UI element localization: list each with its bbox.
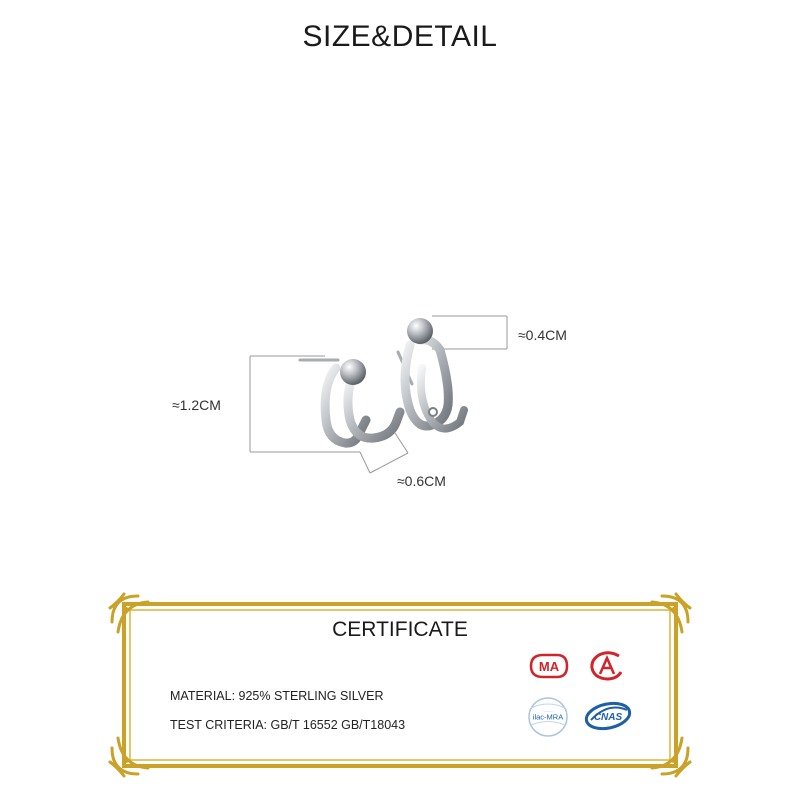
cnas-logo-icon — [583, 700, 633, 732]
ball-guide — [432, 316, 507, 349]
ilac-mra-logo-icon — [527, 694, 569, 740]
test-criteria-line: TEST CRITERIA: GB/T 16552 GB/T18043 — [170, 718, 406, 732]
svg-text:MA: MA — [538, 659, 560, 674]
left-earring — [300, 359, 400, 443]
cal-logo-icon — [589, 650, 625, 682]
width-dimension-label: ≈0.6CM — [397, 473, 446, 489]
material-line: MATERIAL: 925% STERLING SILVER — [170, 689, 384, 703]
svg-text:ilac-MRA: ilac-MRA — [532, 712, 564, 722]
right-earring — [398, 318, 464, 429]
cma-logo-icon — [527, 651, 571, 681]
ball-dimension-label: ≈0.4CM — [518, 327, 567, 343]
certificate-title: CERTIFICATE — [332, 618, 468, 641]
height-dimension-label: ≈1.2CM — [172, 397, 221, 413]
page-title: SIZE&DETAIL — [302, 20, 498, 53]
svg-text:CNAS: CNAS — [593, 712, 623, 723]
